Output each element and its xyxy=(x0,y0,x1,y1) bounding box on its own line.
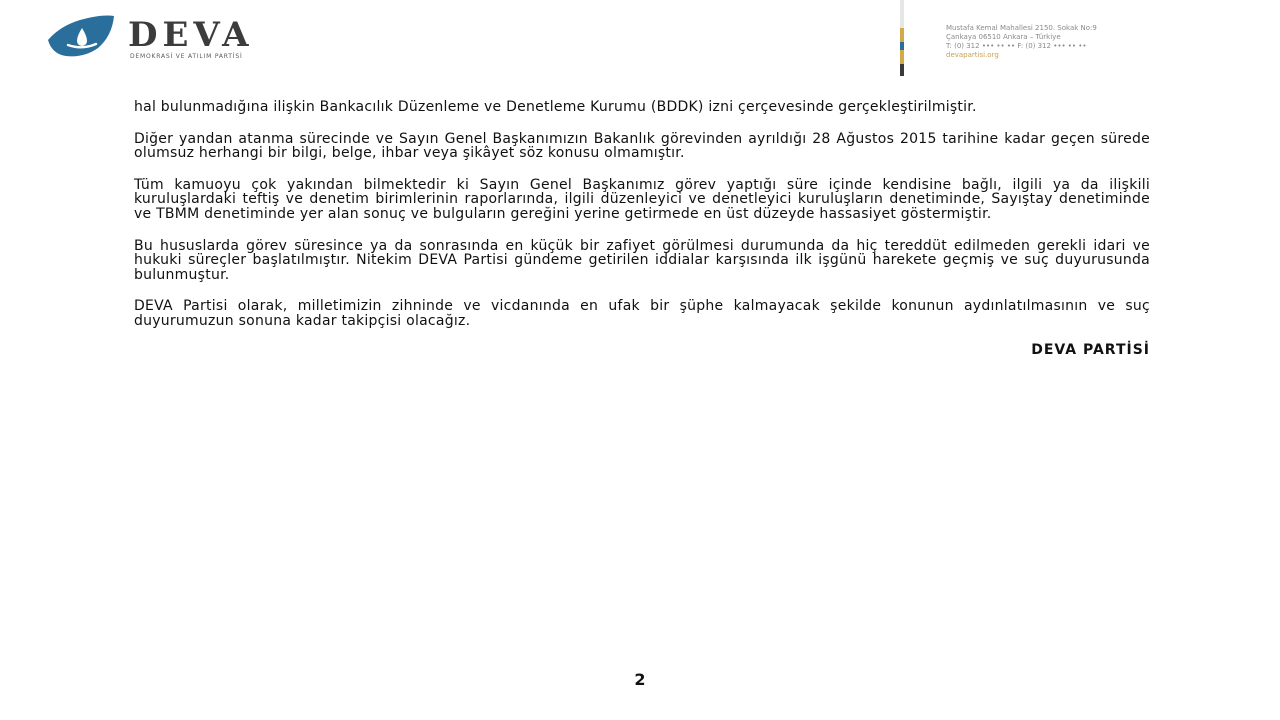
letter-body xyxy=(134,100,1150,357)
decorative-stripe-bar xyxy=(897,0,907,76)
letterhead xyxy=(0,0,1280,90)
deva-logo xyxy=(46,14,336,60)
logo-wordmark: DEVA xyxy=(128,15,254,55)
paragraph: Diğer yandan atanma sürecinde ve Sayın Genel Başkanımızın Bakanlık görevinden ayrıldığı 28 Ağustos 2015 tarihine kadar geçen sürede olumsuz herhangi bir bilgi, belge, ihbar veya şikâyet söz konusu olmamıştır. xyxy=(134,130,1150,162)
page-number: 2 xyxy=(634,670,646,689)
paragraph: Tüm kamuoyu çok yakından bilmektedir ki Sayın Genel Başkanımız görev yaptığı süre içinde kendisine bağlı, ilgili ya da ilişkili kuruluşlardaki teftiş ve denetim birimlerinin raporlarında, ilgili düzenleyici ve denetleyici kuruluşların denetiminde, Sayıştay denetiminde ve TBMM denetiminde yer alan sonuç ve bulguların gereğini yerine getirmede en üst düzeyde hassasiyet göstermiştir. xyxy=(134,176,1150,222)
address-line-1: Mustafa Kemal Mahallesi 2150. Sokak No:9 xyxy=(946,24,1097,32)
paragraph: Bu hususlarda görev süresince ya da sonrasında en küçük bir zafiyet görülmesi durumunda da hiç tereddüt edilmeden gerekli idari ve hukuki süreçler başlatılmıştır. Nitekim DEVA Partisi gündeme getirilen iddialar karşısında ilk işgünü harekete geçmiş ve suç duyurusunda bulunmuştur. xyxy=(134,237,1150,283)
website-link[interactable]: devapartisi.org xyxy=(946,51,999,59)
phone-fax-line: T: (0) 312 ••• •• •• F: (0) 312 ••• •• •• xyxy=(946,42,1087,50)
deva-drop-logo-icon xyxy=(46,14,116,60)
paragraph: hal bulunmadığına ilişkin Bankacılık Düzenleme ve Denetleme Kurumu (BDDK) izni çerçevesinde gerçekleştirilmiştir. xyxy=(134,99,977,115)
contact-block xyxy=(946,24,1146,60)
signature: DEVA PARTİSİ xyxy=(1031,341,1150,358)
paragraph: DEVA Partisi olarak, milletimizin zihninde ve vicdanında en ufak bir şüphe kalmayacak şekilde konunun aydınlatılmasının ve suç duyurumuzun sonuna kadar takipçisi olacağız. xyxy=(134,298,1150,329)
address-line-2: Çankaya 06510 Ankara – Türkiye xyxy=(946,33,1061,41)
logo-tagline: DEMOKRASİ VE ATILIM PARTİSİ xyxy=(130,53,243,60)
